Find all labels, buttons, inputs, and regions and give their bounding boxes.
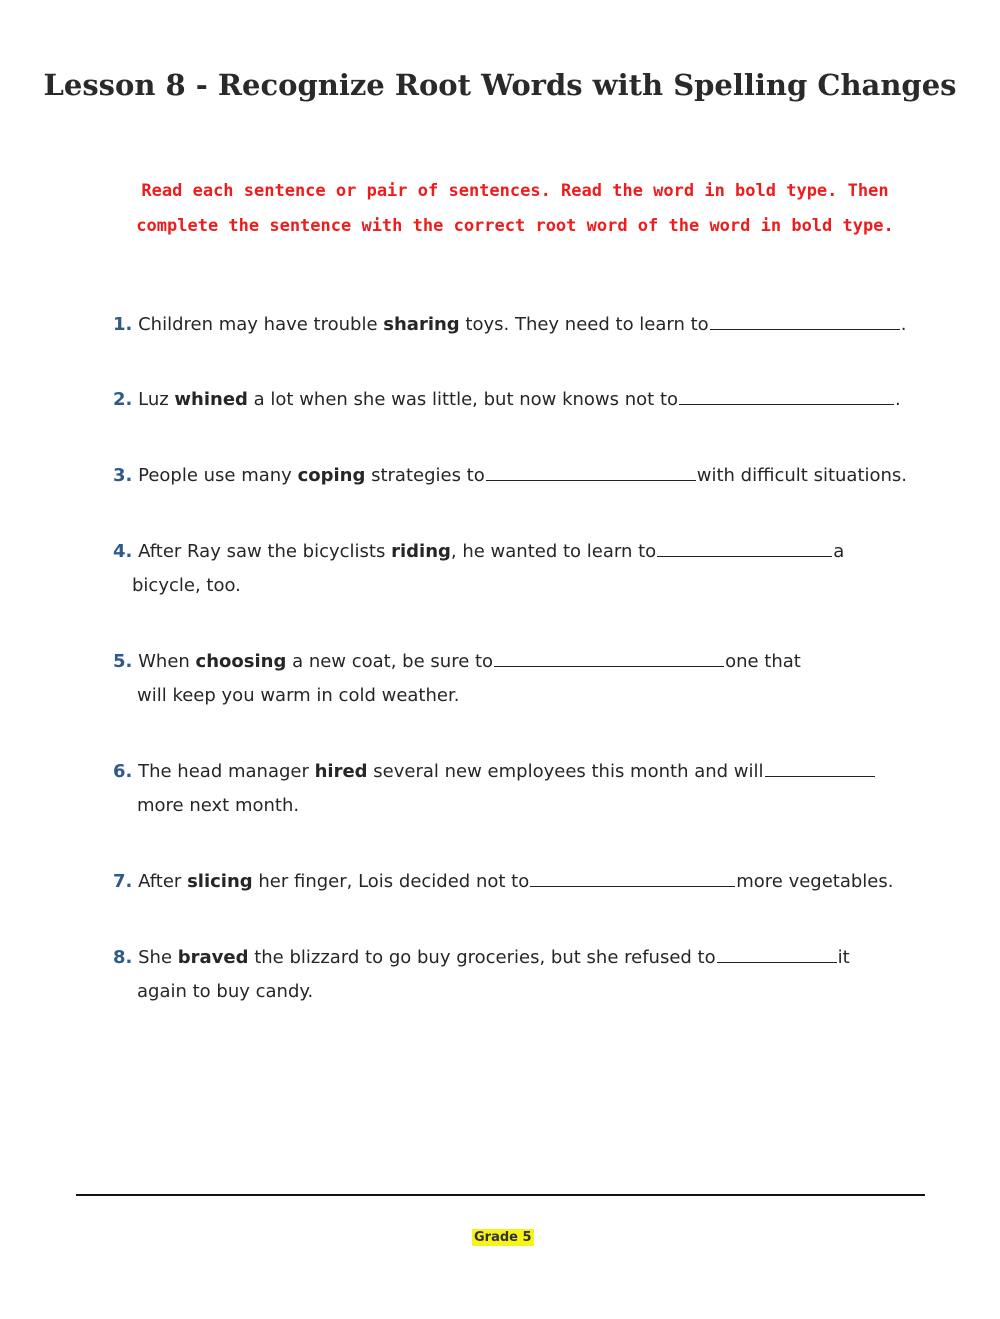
question-text-end: one that: [725, 651, 801, 672]
question-number: 4.: [113, 541, 133, 562]
answer-blank-1[interactable]: [710, 309, 900, 330]
question-text-after: the blizzard to go buy groceries, but she refused to: [248, 947, 716, 968]
question-text-after: a new coat, be sure to: [286, 651, 494, 672]
question-text-before: The head manager: [138, 761, 315, 782]
question-text-before: Luz: [138, 389, 175, 410]
question-number: 1.: [113, 314, 133, 335]
question-1: [113, 308, 906, 342]
question-text-after: strategies to: [365, 465, 485, 486]
question-8: [113, 941, 850, 975]
question-6: [113, 755, 876, 789]
question-number: 2.: [113, 389, 133, 410]
bold-word: whined: [174, 389, 248, 410]
question-text-end: more vegetables.: [736, 871, 894, 892]
question-text-end: a: [833, 541, 845, 562]
question-number: 8.: [113, 947, 133, 968]
answer-blank-2[interactable]: [679, 384, 894, 405]
answer-blank-5[interactable]: [494, 646, 724, 667]
question-text-end: .: [900, 314, 907, 335]
question-text-before: When: [138, 651, 196, 672]
bold-word: slicing: [187, 871, 253, 892]
question-8-continued: again to buy candy.: [137, 981, 314, 1002]
bold-word: coping: [297, 465, 366, 486]
bold-word: riding: [391, 541, 451, 562]
question-number: 3.: [113, 465, 133, 486]
question-text-end: .: [895, 389, 901, 410]
bold-word: sharing: [383, 314, 460, 335]
question-4-continued: bicycle, too.: [132, 575, 241, 596]
question-text-end: with difficult situations.: [696, 465, 908, 486]
page-title: Lesson 8 - Recognize Root Words with Spelling Changes: [43, 68, 957, 102]
question-text-before: Children may have trouble: [138, 314, 384, 335]
instructions-line-1: Read each sentence or pair of sentences. Read the word in bold type. Then: [141, 181, 889, 201]
question-2: [113, 383, 901, 417]
question-3: [113, 459, 907, 493]
answer-blank-8[interactable]: [717, 942, 837, 963]
answer-blank-6[interactable]: [765, 756, 875, 777]
question-text-before: After Ray saw the bicyclists: [138, 541, 392, 562]
answer-blank-3[interactable]: [486, 460, 696, 481]
bold-word: choosing: [195, 651, 287, 672]
question-number: 6.: [113, 761, 133, 782]
question-text-end: it: [837, 947, 850, 968]
question-text-after: , he wanted to learn to: [450, 541, 657, 562]
question-5: [113, 645, 801, 679]
bold-word: braved: [177, 947, 249, 968]
question-text-after: toys. They need to learn to: [459, 314, 709, 335]
answer-blank-7[interactable]: [530, 866, 735, 887]
bold-word: hired: [314, 761, 368, 782]
question-text-after: several new employees this month and will: [367, 761, 764, 782]
question-4: [113, 535, 844, 569]
question-6-continued: more next month.: [137, 795, 300, 816]
question-7: [113, 865, 893, 899]
question-text-before: People use many: [138, 465, 298, 486]
question-text-before: After: [138, 871, 188, 892]
grade-badge: Grade 5: [474, 1230, 532, 1245]
question-text-before: She: [138, 947, 178, 968]
question-number: 7.: [113, 871, 133, 892]
question-text-after: her finger, Lois decided not to: [252, 871, 530, 892]
footer-divider: [76, 1194, 925, 1196]
instructions-line-2: complete the sentence with the correct root word of the word in bold type.: [136, 216, 894, 236]
question-5-continued: will keep you warm in cold weather.: [137, 685, 460, 706]
question-text-after: a lot when she was little, but now knows not to: [247, 389, 679, 410]
answer-blank-4[interactable]: [657, 536, 832, 557]
question-number: 5.: [113, 651, 133, 672]
